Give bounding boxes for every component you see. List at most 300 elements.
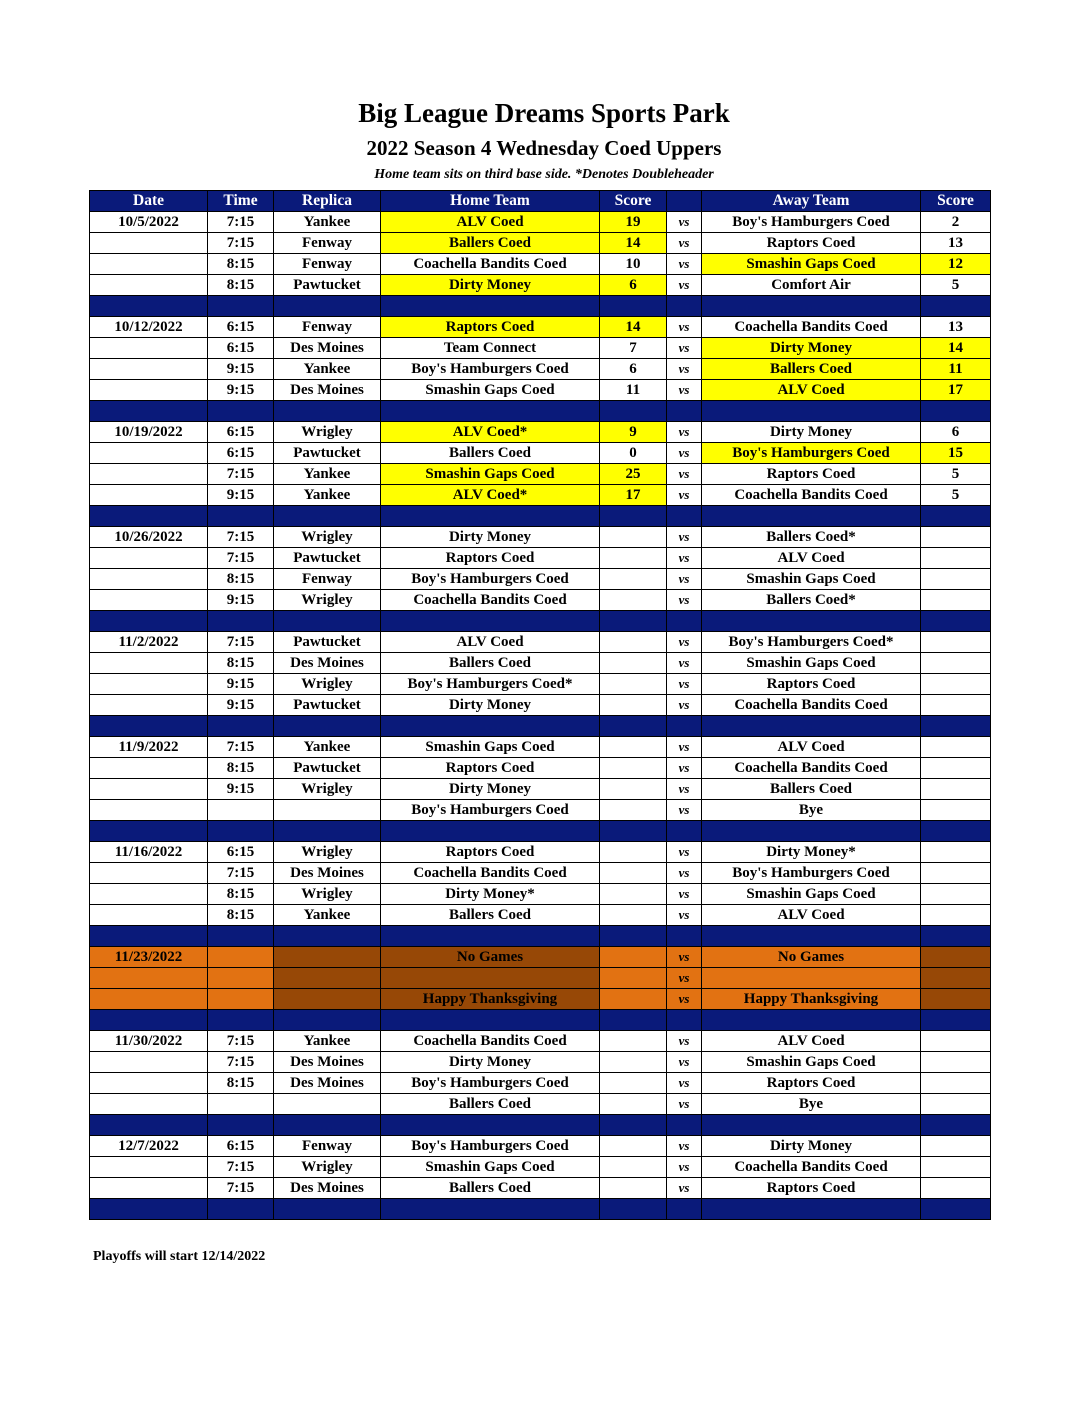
vs-cell: vs bbox=[667, 527, 702, 548]
home-score-cell bbox=[600, 758, 667, 779]
footer-note: Playoffs will start 12/14/2022 bbox=[93, 1249, 266, 1264]
away-team-cell: No Games bbox=[702, 947, 921, 968]
date-cell bbox=[90, 779, 208, 800]
replica-cell: Pawtucket bbox=[274, 758, 381, 779]
home-team-cell: Ballers Coed bbox=[381, 1178, 600, 1199]
date-cell: 11/2/2022 bbox=[90, 632, 208, 653]
separator-cell bbox=[90, 296, 208, 317]
replica-cell: Pawtucket bbox=[274, 695, 381, 716]
col-header-home-team: Home Team bbox=[381, 191, 600, 212]
separator-cell bbox=[90, 506, 208, 527]
col-header-time: Time bbox=[208, 191, 274, 212]
replica-cell: Yankee bbox=[274, 1031, 381, 1052]
away-team-cell: Ballers Coed bbox=[702, 779, 921, 800]
replica-cell: Pawtucket bbox=[274, 632, 381, 653]
home-score-cell bbox=[600, 968, 667, 989]
away-team-cell: Coachella Bandits Coed bbox=[702, 485, 921, 506]
home-team-cell: Dirty Money bbox=[381, 527, 600, 548]
home-team-cell: Boy's Hamburgers Coed bbox=[381, 359, 600, 380]
home-team-cell: Boy's Hamburgers Coed bbox=[381, 569, 600, 590]
vs-cell: vs bbox=[667, 968, 702, 989]
separator-cell bbox=[274, 611, 381, 632]
date-cell bbox=[90, 359, 208, 380]
date-cell: 11/9/2022 bbox=[90, 737, 208, 758]
vs-cell: vs bbox=[667, 422, 702, 443]
home-team-cell: Boy's Hamburgers Coed* bbox=[381, 674, 600, 695]
away-team-cell: Dirty Money* bbox=[702, 842, 921, 863]
replica-cell: Wrigley bbox=[274, 884, 381, 905]
away-score-cell bbox=[921, 737, 991, 758]
date-cell bbox=[90, 1178, 208, 1199]
home-team-cell: Raptors Coed bbox=[381, 548, 600, 569]
vs-cell: vs bbox=[667, 380, 702, 401]
separator-cell bbox=[381, 506, 600, 527]
separator-cell bbox=[600, 1010, 667, 1031]
date-cell bbox=[90, 758, 208, 779]
vs-cell: vs bbox=[667, 674, 702, 695]
game-row bbox=[90, 653, 991, 674]
separator-cell bbox=[274, 1199, 381, 1220]
vs-cell: vs bbox=[667, 338, 702, 359]
game-row bbox=[90, 863, 991, 884]
vs-cell: vs bbox=[667, 1136, 702, 1157]
home-score-cell bbox=[600, 863, 667, 884]
away-score-cell bbox=[921, 1136, 991, 1157]
away-team-cell: ALV Coed bbox=[702, 548, 921, 569]
away-score-cell: 14 bbox=[921, 338, 991, 359]
separator-cell bbox=[667, 716, 702, 737]
game-row bbox=[90, 1136, 991, 1157]
home-score-cell bbox=[600, 779, 667, 800]
home-score-cell bbox=[600, 1094, 667, 1115]
home-score-cell: 6 bbox=[600, 275, 667, 296]
home-score-cell bbox=[600, 632, 667, 653]
home-score-cell bbox=[600, 695, 667, 716]
separator-cell bbox=[381, 1010, 600, 1031]
home-team-cell: Team Connect bbox=[381, 338, 600, 359]
home-team-cell: Ballers Coed bbox=[381, 1094, 600, 1115]
vs-cell: vs bbox=[667, 695, 702, 716]
date-cell bbox=[90, 485, 208, 506]
away-team-cell: Ballers Coed bbox=[702, 359, 921, 380]
separator-cell bbox=[208, 401, 274, 422]
separator-cell bbox=[702, 401, 921, 422]
separator-cell bbox=[600, 1199, 667, 1220]
replica-cell: Fenway bbox=[274, 569, 381, 590]
home-team-cell: Raptors Coed bbox=[381, 842, 600, 863]
separator-cell bbox=[600, 506, 667, 527]
game-row bbox=[90, 443, 991, 464]
separator-cell bbox=[274, 821, 381, 842]
home-team-cell: ALV Coed bbox=[381, 632, 600, 653]
away-score-cell bbox=[921, 1178, 991, 1199]
home-team-cell: Ballers Coed bbox=[381, 653, 600, 674]
time-cell: 7:15 bbox=[208, 737, 274, 758]
away-team-cell: Raptors Coed bbox=[702, 674, 921, 695]
home-team-cell: Coachella Bandits Coed bbox=[381, 863, 600, 884]
time-cell: 9:15 bbox=[208, 779, 274, 800]
game-row bbox=[90, 1178, 991, 1199]
separator-cell bbox=[381, 821, 600, 842]
away-score-cell bbox=[921, 653, 991, 674]
game-row bbox=[90, 464, 991, 485]
time-cell: 7:15 bbox=[208, 1178, 274, 1199]
game-row bbox=[90, 1157, 991, 1178]
home-team-cell: Happy Thanksgiving bbox=[381, 989, 600, 1010]
separator-row bbox=[90, 1199, 991, 1220]
away-team-cell: Smashin Gaps Coed bbox=[702, 254, 921, 275]
home-team-cell: Smashin Gaps Coed bbox=[381, 464, 600, 485]
game-row bbox=[90, 590, 991, 611]
vs-cell: vs bbox=[667, 1052, 702, 1073]
separator-cell bbox=[921, 1199, 991, 1220]
date-cell: 11/16/2022 bbox=[90, 842, 208, 863]
game-row bbox=[90, 674, 991, 695]
home-score-cell: 25 bbox=[600, 464, 667, 485]
away-team-cell: ALV Coed bbox=[702, 380, 921, 401]
home-team-cell: Ballers Coed bbox=[381, 905, 600, 926]
separator-cell bbox=[90, 401, 208, 422]
col-header-replica: Replica bbox=[274, 191, 381, 212]
time-cell: 7:15 bbox=[208, 863, 274, 884]
date-cell bbox=[90, 695, 208, 716]
time-cell: 7:15 bbox=[208, 1157, 274, 1178]
page-subtitle: 2022 Season 4 Wednesday Coed Uppers bbox=[366, 136, 722, 160]
separator-cell bbox=[667, 1199, 702, 1220]
vs-cell: vs bbox=[667, 758, 702, 779]
home-score-cell bbox=[600, 800, 667, 821]
home-score-cell bbox=[600, 1178, 667, 1199]
replica-cell: Wrigley bbox=[274, 527, 381, 548]
separator-cell bbox=[702, 296, 921, 317]
time-cell: 8:15 bbox=[208, 905, 274, 926]
vs-cell: vs bbox=[667, 905, 702, 926]
col-header-away-score: Score bbox=[921, 191, 991, 212]
date-cell bbox=[90, 653, 208, 674]
time-cell bbox=[208, 800, 274, 821]
away-score-cell: 5 bbox=[921, 485, 991, 506]
vs-cell: vs bbox=[667, 1073, 702, 1094]
away-team-cell: Dirty Money bbox=[702, 422, 921, 443]
separator-cell bbox=[600, 611, 667, 632]
time-cell: 6:15 bbox=[208, 422, 274, 443]
separator-cell bbox=[208, 506, 274, 527]
col-header-away-team: Away Team bbox=[702, 191, 921, 212]
separator-row bbox=[90, 821, 991, 842]
home-score-cell bbox=[600, 989, 667, 1010]
away-score-cell bbox=[921, 1157, 991, 1178]
home-team-cell bbox=[381, 968, 600, 989]
vs-cell: vs bbox=[667, 800, 702, 821]
separator-cell bbox=[921, 716, 991, 737]
separator-row bbox=[90, 401, 991, 422]
away-team-cell: Smashin Gaps Coed bbox=[702, 653, 921, 674]
home-score-cell bbox=[600, 1073, 667, 1094]
away-score-cell: 2 bbox=[921, 212, 991, 233]
home-score-cell bbox=[600, 569, 667, 590]
time-cell bbox=[208, 947, 274, 968]
separator-cell bbox=[600, 1115, 667, 1136]
time-cell: 9:15 bbox=[208, 359, 274, 380]
game-row bbox=[90, 1094, 991, 1115]
separator-cell bbox=[90, 821, 208, 842]
date-cell bbox=[90, 1052, 208, 1073]
vs-cell: vs bbox=[667, 317, 702, 338]
separator-cell bbox=[381, 1115, 600, 1136]
time-cell: 9:15 bbox=[208, 485, 274, 506]
away-score-cell bbox=[921, 884, 991, 905]
replica-cell: Yankee bbox=[274, 737, 381, 758]
vs-cell: vs bbox=[667, 359, 702, 380]
vs-cell: vs bbox=[667, 737, 702, 758]
home-score-cell bbox=[600, 674, 667, 695]
game-row bbox=[90, 1031, 991, 1052]
game-row bbox=[90, 275, 991, 296]
away-score-cell bbox=[921, 1031, 991, 1052]
home-score-cell bbox=[600, 1157, 667, 1178]
date-cell: 11/30/2022 bbox=[90, 1031, 208, 1052]
date-cell bbox=[90, 1157, 208, 1178]
game-row bbox=[90, 842, 991, 863]
game-row bbox=[90, 359, 991, 380]
away-score-cell: 5 bbox=[921, 275, 991, 296]
away-team-cell: Raptors Coed bbox=[702, 464, 921, 485]
replica-cell: Pawtucket bbox=[274, 275, 381, 296]
separator-row bbox=[90, 506, 991, 527]
home-score-cell bbox=[600, 653, 667, 674]
replica-cell: Wrigley bbox=[274, 1157, 381, 1178]
game-row bbox=[90, 233, 991, 254]
separator-row bbox=[90, 1115, 991, 1136]
date-cell: 10/5/2022 bbox=[90, 212, 208, 233]
away-score-cell bbox=[921, 695, 991, 716]
date-cell bbox=[90, 1094, 208, 1115]
date-cell bbox=[90, 275, 208, 296]
home-score-cell: 0 bbox=[600, 443, 667, 464]
separator-row bbox=[90, 296, 991, 317]
away-team-cell: Coachella Bandits Coed bbox=[702, 317, 921, 338]
replica-cell bbox=[274, 989, 381, 1010]
away-score-cell: 17 bbox=[921, 380, 991, 401]
vs-cell: vs bbox=[667, 1178, 702, 1199]
date-cell bbox=[90, 968, 208, 989]
home-team-cell: Raptors Coed bbox=[381, 758, 600, 779]
home-team-cell: ALV Coed* bbox=[381, 485, 600, 506]
separator-cell bbox=[208, 716, 274, 737]
vs-cell: vs bbox=[667, 947, 702, 968]
time-cell: 8:15 bbox=[208, 1073, 274, 1094]
home-team-cell: Coachella Bandits Coed bbox=[381, 590, 600, 611]
separator-cell bbox=[274, 506, 381, 527]
home-score-cell: 14 bbox=[600, 233, 667, 254]
game-row bbox=[90, 569, 991, 590]
away-team-cell: Dirty Money bbox=[702, 1136, 921, 1157]
vs-cell: vs bbox=[667, 548, 702, 569]
away-score-cell: 11 bbox=[921, 359, 991, 380]
date-cell: 12/7/2022 bbox=[90, 1136, 208, 1157]
home-team-cell: Dirty Money bbox=[381, 779, 600, 800]
holiday-row bbox=[90, 947, 991, 968]
game-row bbox=[90, 1073, 991, 1094]
separator-row bbox=[90, 611, 991, 632]
separator-cell bbox=[702, 1115, 921, 1136]
home-team-cell: Smashin Gaps Coed bbox=[381, 1157, 600, 1178]
home-score-cell: 19 bbox=[600, 212, 667, 233]
separator-cell bbox=[702, 926, 921, 947]
separator-cell bbox=[667, 821, 702, 842]
time-cell: 9:15 bbox=[208, 695, 274, 716]
vs-cell: vs bbox=[667, 1094, 702, 1115]
home-score-cell: 11 bbox=[600, 380, 667, 401]
schedule-note: Home team sits on third base side. *Denotes Doubleheader bbox=[374, 167, 714, 182]
time-cell: 6:15 bbox=[208, 338, 274, 359]
away-team-cell: Ballers Coed* bbox=[702, 590, 921, 611]
vs-cell: vs bbox=[667, 1031, 702, 1052]
separator-cell bbox=[208, 611, 274, 632]
date-cell bbox=[90, 464, 208, 485]
separator-cell bbox=[702, 1010, 921, 1031]
separator-cell bbox=[90, 1115, 208, 1136]
separator-cell bbox=[921, 821, 991, 842]
home-team-cell: Raptors Coed bbox=[381, 317, 600, 338]
separator-cell bbox=[90, 1010, 208, 1031]
separator-cell bbox=[381, 926, 600, 947]
home-score-cell: 10 bbox=[600, 254, 667, 275]
vs-cell: vs bbox=[667, 653, 702, 674]
col-header-vs bbox=[667, 191, 702, 212]
schedule-table bbox=[89, 190, 991, 1220]
separator-cell bbox=[702, 1199, 921, 1220]
away-score-cell bbox=[921, 1094, 991, 1115]
date-cell: 10/12/2022 bbox=[90, 317, 208, 338]
game-row bbox=[90, 548, 991, 569]
replica-cell: Wrigley bbox=[274, 674, 381, 695]
separator-cell bbox=[702, 716, 921, 737]
time-cell: 9:15 bbox=[208, 380, 274, 401]
separator-cell bbox=[208, 296, 274, 317]
time-cell: 8:15 bbox=[208, 884, 274, 905]
away-score-cell bbox=[921, 863, 991, 884]
separator-cell bbox=[667, 506, 702, 527]
time-cell: 7:15 bbox=[208, 548, 274, 569]
date-cell: 10/19/2022 bbox=[90, 422, 208, 443]
home-team-cell: Dirty Money* bbox=[381, 884, 600, 905]
separator-cell bbox=[921, 401, 991, 422]
replica-cell: Wrigley bbox=[274, 590, 381, 611]
date-cell: 10/26/2022 bbox=[90, 527, 208, 548]
separator-cell bbox=[667, 1115, 702, 1136]
replica-cell: Des Moines bbox=[274, 1073, 381, 1094]
game-row bbox=[90, 380, 991, 401]
date-cell bbox=[90, 254, 208, 275]
vs-cell: vs bbox=[667, 842, 702, 863]
replica-cell: Yankee bbox=[274, 905, 381, 926]
home-score-cell bbox=[600, 884, 667, 905]
vs-cell: vs bbox=[667, 212, 702, 233]
vs-cell: vs bbox=[667, 779, 702, 800]
time-cell: 8:15 bbox=[208, 275, 274, 296]
time-cell: 9:15 bbox=[208, 674, 274, 695]
separator-cell bbox=[921, 296, 991, 317]
away-score-cell: 15 bbox=[921, 443, 991, 464]
vs-cell: vs bbox=[667, 569, 702, 590]
vs-cell: vs bbox=[667, 590, 702, 611]
time-cell: 7:15 bbox=[208, 632, 274, 653]
away-score-cell: 13 bbox=[921, 233, 991, 254]
away-team-cell: Bye bbox=[702, 1094, 921, 1115]
time-cell: 8:15 bbox=[208, 254, 274, 275]
home-team-cell: Coachella Bandits Coed bbox=[381, 254, 600, 275]
time-cell: 7:15 bbox=[208, 233, 274, 254]
separator-cell bbox=[667, 296, 702, 317]
home-team-cell: Smashin Gaps Coed bbox=[381, 737, 600, 758]
away-team-cell: Boy's Hamburgers Coed bbox=[702, 212, 921, 233]
date-cell bbox=[90, 590, 208, 611]
away-team-cell: Smashin Gaps Coed bbox=[702, 569, 921, 590]
date-cell bbox=[90, 443, 208, 464]
home-team-cell: No Games bbox=[381, 947, 600, 968]
home-score-cell bbox=[600, 527, 667, 548]
separator-cell bbox=[90, 926, 208, 947]
separator-cell bbox=[667, 401, 702, 422]
separator-cell bbox=[381, 1199, 600, 1220]
game-row bbox=[90, 632, 991, 653]
separator-cell bbox=[208, 926, 274, 947]
replica-cell: Yankee bbox=[274, 485, 381, 506]
away-score-cell bbox=[921, 569, 991, 590]
home-score-cell: 9 bbox=[600, 422, 667, 443]
date-cell: 11/23/2022 bbox=[90, 947, 208, 968]
home-team-cell: Dirty Money bbox=[381, 275, 600, 296]
time-cell bbox=[208, 968, 274, 989]
home-score-cell: 14 bbox=[600, 317, 667, 338]
home-team-cell: Boy's Hamburgers Coed bbox=[381, 800, 600, 821]
vs-cell: vs bbox=[667, 233, 702, 254]
away-team-cell: Raptors Coed bbox=[702, 233, 921, 254]
game-row bbox=[90, 422, 991, 443]
home-score-cell bbox=[600, 842, 667, 863]
game-row bbox=[90, 800, 991, 821]
separator-cell bbox=[208, 1115, 274, 1136]
replica-cell: Wrigley bbox=[274, 422, 381, 443]
time-cell: 7:15 bbox=[208, 527, 274, 548]
time-cell: 8:15 bbox=[208, 653, 274, 674]
separator-cell bbox=[600, 821, 667, 842]
date-cell bbox=[90, 569, 208, 590]
game-row bbox=[90, 338, 991, 359]
separator-cell bbox=[921, 611, 991, 632]
replica-cell: Des Moines bbox=[274, 653, 381, 674]
separator-cell bbox=[600, 401, 667, 422]
away-score-cell bbox=[921, 758, 991, 779]
game-row bbox=[90, 758, 991, 779]
away-score-cell bbox=[921, 842, 991, 863]
away-score-cell bbox=[921, 590, 991, 611]
separator-cell bbox=[208, 1010, 274, 1031]
vs-cell: vs bbox=[667, 1157, 702, 1178]
away-score-cell bbox=[921, 968, 991, 989]
time-cell: 6:15 bbox=[208, 842, 274, 863]
home-score-cell bbox=[600, 590, 667, 611]
date-cell bbox=[90, 800, 208, 821]
separator-row bbox=[90, 716, 991, 737]
separator-cell bbox=[921, 926, 991, 947]
away-score-cell bbox=[921, 905, 991, 926]
home-team-cell: Boy's Hamburgers Coed bbox=[381, 1073, 600, 1094]
time-cell: 6:15 bbox=[208, 443, 274, 464]
home-team-cell: Dirty Money bbox=[381, 695, 600, 716]
time-cell: 7:15 bbox=[208, 464, 274, 485]
